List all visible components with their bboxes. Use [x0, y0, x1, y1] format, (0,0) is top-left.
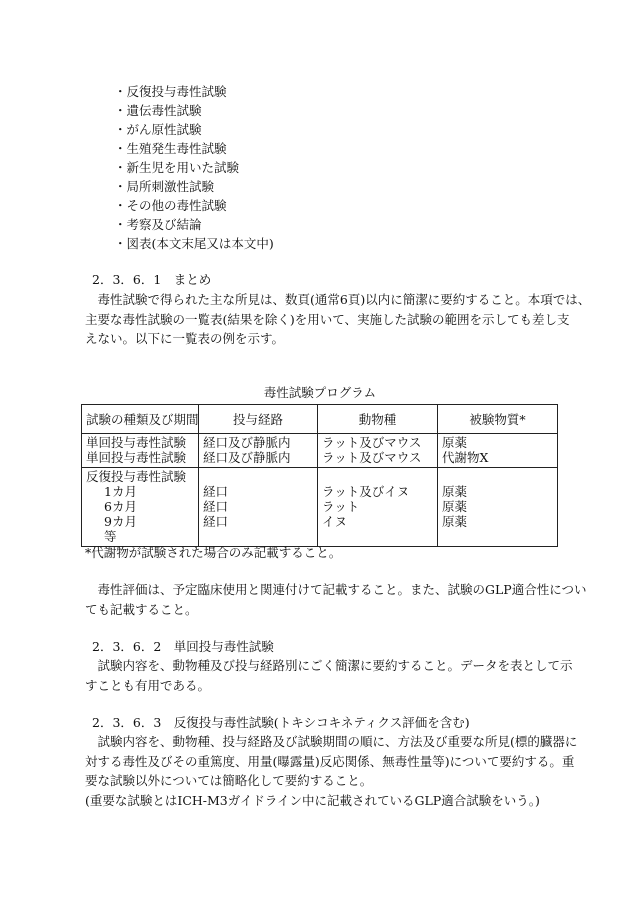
bullet-item: ・その他の毒性試験: [114, 198, 227, 213]
table-header-row: [82, 405, 558, 434]
paragraph-line: 試験内容を、動物種及び投与経路別にごく簡潔に要約すること。データを表として示: [85, 658, 573, 673]
table-caption: 毒性試験プログラム: [263, 385, 377, 400]
cell-line: 9カ月: [104, 514, 137, 529]
evaluation-paragraph: [85, 580, 587, 619]
bullet-item: ・遺伝毒性試験: [114, 103, 202, 118]
table-cell: [318, 434, 438, 468]
section-heading-repeat-dose: 2．3．6．3 反復投与毒性試験(トキシコキネティクス評価を含む): [92, 715, 470, 730]
cell-line: 6カ月: [104, 499, 137, 514]
paragraph-line: 毒性評価は、予定臨床使用と関連付けて記載すること。また、試験のGLP適合性につい: [85, 582, 587, 597]
cell-line: 経口及び静脈内: [203, 450, 291, 465]
table-cell: [438, 434, 558, 468]
cell-line: 1カ月: [104, 484, 137, 499]
table-cell: [199, 434, 318, 468]
table-cell: [82, 468, 199, 547]
column-header: 投与経路: [199, 405, 318, 434]
table-row: [82, 468, 558, 547]
column-header: 試験の種類及び期間: [82, 405, 199, 434]
bullet-item: ・生殖発生毒性試験: [114, 141, 227, 156]
cell-line: 経口及び静脈内: [203, 435, 291, 450]
single-dose-paragraph: [85, 656, 573, 695]
paragraph-line: 試験内容を、動物種、投与経路及び試験期間の順に、方法及び重要な所見(標的臓器に: [85, 734, 578, 749]
cell-line: ラット: [322, 499, 360, 514]
paragraph-line: 主要な毒性試験の一覧表(結果を除く)を用いて、実施した試験の範囲を示しても差し支: [85, 311, 570, 327]
cell-line: イヌ: [322, 514, 348, 529]
summary-paragraph: [85, 290, 591, 349]
paragraph-line: すことも有用である。: [85, 677, 211, 693]
bullet-item: ・考察及び結論: [114, 217, 202, 232]
column-header: 被験物質*: [438, 405, 558, 434]
cell-line: [203, 469, 313, 484]
section-bullet-list: [114, 82, 274, 253]
cell-line: 経口: [203, 499, 229, 514]
section-heading-single-dose: 2．3．6．2 単回投与毒性試験: [92, 639, 274, 654]
bullet-item: ・新生児を用いた試験: [114, 160, 240, 175]
paragraph-line: 毒性試験で得られた主な所見は、数頁(通常6頁)以内に簡潔に要約すること。本項では、: [85, 292, 591, 307]
repeat-dose-paragraph: [85, 732, 578, 810]
table-footnote: *代謝物が試験された場合のみ記載すること。: [85, 545, 342, 560]
paragraph-line: 要な試験以外については簡略化して要約すること。: [85, 773, 373, 788]
cell-line: ラット及びマウス: [322, 450, 422, 465]
cell-line: 経口: [203, 484, 229, 499]
bullet-item: ・反復投与毒性試験: [114, 84, 227, 99]
section-heading-summary: 2．3．6．1 まとめ: [92, 272, 212, 287]
cell-line: 単回投与毒性試験: [86, 450, 187, 465]
cell-line: 原薬: [442, 484, 468, 499]
table-cell: [82, 434, 199, 468]
cell-line: [442, 469, 553, 484]
cell-line: ラット及びイヌ: [322, 484, 410, 499]
bullet-item: ・局所刺激性試験: [114, 179, 215, 194]
cell-line: [322, 469, 433, 484]
paragraph-line: 対する毒性及びその重篤度、用量(曝露量)反応関係、無毒性量等)について要約する。重: [85, 753, 575, 769]
paragraph-line: えない。以下に一覧表の例を示す。: [85, 331, 285, 346]
bullet-item: ・がん原性試験: [114, 122, 202, 137]
cell-line: 等: [104, 529, 117, 544]
cell-line: 単回投与毒性試験: [86, 435, 187, 450]
table-cell: [438, 468, 558, 547]
paragraph-line: ても記載すること。: [85, 601, 198, 617]
toxicity-program-table: [81, 404, 558, 547]
cell-line: 反復投与毒性試験: [86, 469, 187, 484]
cell-line: 経口: [203, 514, 229, 529]
table-row: [82, 434, 558, 468]
paragraph-line: (重要な試験とはICH-M3ガイドライン中に記載されているGLP適合試験をいう。): [85, 792, 540, 808]
bullet-item: ・図表(本文末尾又は本文中): [114, 236, 274, 251]
table-cell: [318, 468, 438, 547]
cell-line: 代謝物X: [442, 450, 489, 465]
cell-line: 原薬: [442, 514, 468, 529]
cell-line: 原薬: [442, 435, 468, 450]
column-header: 動物種: [318, 405, 438, 434]
table-cell: [199, 468, 318, 547]
cell-line: 原薬: [442, 499, 468, 514]
cell-line: ラット及びマウス: [322, 435, 422, 450]
